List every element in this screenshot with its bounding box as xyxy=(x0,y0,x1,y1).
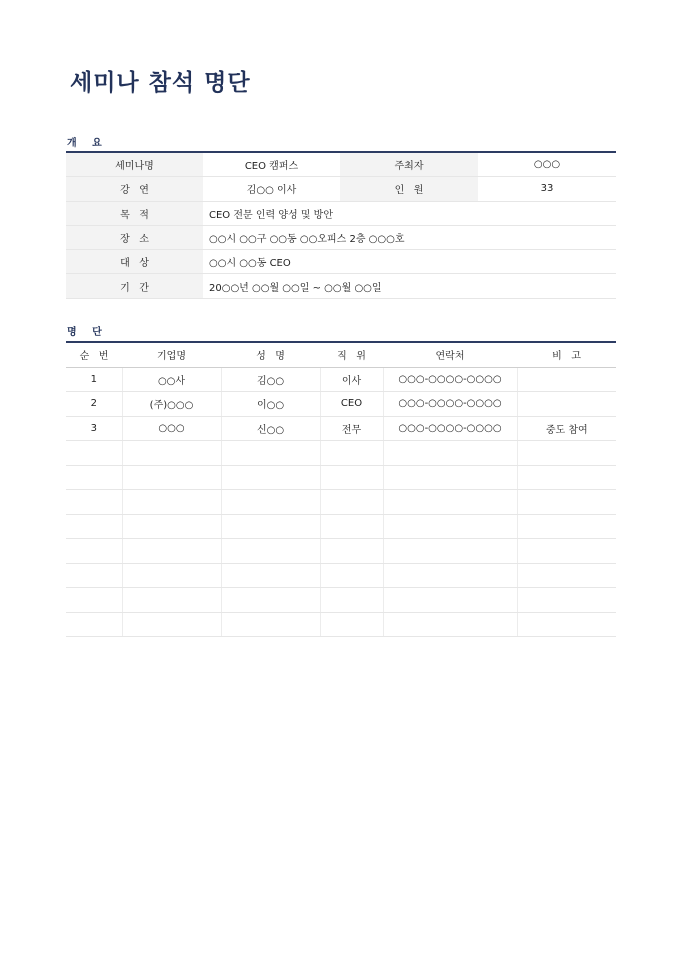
column-header-remarks: 비 고 xyxy=(517,342,616,367)
contact-number xyxy=(383,441,517,466)
remarks xyxy=(517,441,616,466)
table-row xyxy=(66,563,616,588)
contact-number: ○○○-○○○○-○○○○ xyxy=(383,392,517,417)
location-value: ○○시 ○○구 ○○동 ○○오피스 2층 ○○○호 xyxy=(203,225,616,249)
remarks xyxy=(517,490,616,515)
company-name xyxy=(122,539,221,564)
row-number xyxy=(66,588,122,613)
purpose-value: CEO 전문 인력 양성 및 방안 xyxy=(203,201,616,225)
table-row xyxy=(66,465,616,490)
remarks xyxy=(517,392,616,417)
table-row xyxy=(66,612,616,637)
document-title: 세미나 참석 명단 xyxy=(70,70,251,96)
remarks xyxy=(517,514,616,539)
period-value: 20○○년 ○○월 ○○일 ~ ○○월 ○○일 xyxy=(203,274,616,298)
location-label: 장 소 xyxy=(66,225,203,249)
contact-number: ○○○-○○○○-○○○○ xyxy=(383,367,517,392)
row-number xyxy=(66,563,122,588)
person-name xyxy=(221,588,320,613)
lecture-label: 강 연 xyxy=(66,177,203,201)
person-name: 김○○ xyxy=(221,367,320,392)
remarks: 중도 참여 xyxy=(517,416,616,441)
position xyxy=(320,612,383,637)
column-header-company: 기업명 xyxy=(122,342,221,367)
seminar-name-label: 세미나명 xyxy=(66,152,203,177)
row-number xyxy=(66,514,122,539)
row-number xyxy=(66,490,122,515)
person-name xyxy=(221,490,320,515)
contact-number xyxy=(383,539,517,564)
table-row xyxy=(66,514,616,539)
remarks xyxy=(517,588,616,613)
table-row xyxy=(66,588,616,613)
position: 전무 xyxy=(320,416,383,441)
column-header-name: 성 명 xyxy=(221,342,320,367)
remarks xyxy=(517,539,616,564)
row-number: 2 xyxy=(66,392,122,417)
contact-number: ○○○-○○○○-○○○○ xyxy=(383,416,517,441)
company-name: (주)○○○ xyxy=(122,392,221,417)
company-name xyxy=(122,588,221,613)
person-name: 이○○ xyxy=(221,392,320,417)
column-header-contact: 연락처 xyxy=(383,342,517,367)
period-label: 기 간 xyxy=(66,274,203,298)
attendees-label: 인 원 xyxy=(340,177,478,201)
contact-number xyxy=(383,563,517,588)
table-row xyxy=(66,490,616,515)
target-label: 대 상 xyxy=(66,250,203,274)
row-number xyxy=(66,612,122,637)
company-name xyxy=(122,441,221,466)
overview-row xyxy=(66,225,616,249)
company-name xyxy=(122,612,221,637)
seminar-name-value: CEO 캠퍼스 xyxy=(203,152,340,177)
host-value: ○○○ xyxy=(478,152,616,177)
person-name xyxy=(221,563,320,588)
person-name xyxy=(221,612,320,637)
row-number xyxy=(66,441,122,466)
overview-row xyxy=(66,177,616,201)
host-label: 주최자 xyxy=(340,152,478,177)
purpose-label: 목 적 xyxy=(66,201,203,225)
person-name xyxy=(221,539,320,564)
column-header-number: 순 번 xyxy=(66,342,122,367)
contact-number xyxy=(383,588,517,613)
contact-number xyxy=(383,514,517,539)
table-row xyxy=(66,416,616,441)
remarks xyxy=(517,612,616,637)
remarks xyxy=(517,367,616,392)
table-row xyxy=(66,441,616,466)
person-name xyxy=(221,514,320,539)
row-number: 3 xyxy=(66,416,122,441)
roster-section-label: 명 단 xyxy=(67,327,108,338)
table-row xyxy=(66,539,616,564)
column-header-position: 직 위 xyxy=(320,342,383,367)
row-number xyxy=(66,539,122,564)
position xyxy=(320,588,383,613)
position: CEO xyxy=(320,392,383,417)
target-value: ○○시 ○○동 CEO xyxy=(203,250,616,274)
table-row xyxy=(66,392,616,417)
person-name xyxy=(221,441,320,466)
person-name: 신○○ xyxy=(221,416,320,441)
person-name xyxy=(221,465,320,490)
contact-number xyxy=(383,465,517,490)
company-name: ○○사 xyxy=(122,367,221,392)
overview-row xyxy=(66,201,616,225)
lecture-value: 김○○ 이사 xyxy=(203,177,340,201)
position xyxy=(320,539,383,564)
row-number xyxy=(66,465,122,490)
company-name xyxy=(122,514,221,539)
position: 이사 xyxy=(320,367,383,392)
position xyxy=(320,514,383,539)
roster-table xyxy=(66,341,616,637)
company-name xyxy=(122,563,221,588)
table-row xyxy=(66,367,616,392)
contact-number xyxy=(383,612,517,637)
overview-table xyxy=(66,151,616,299)
remarks xyxy=(517,465,616,490)
company-name: ○○○ xyxy=(122,416,221,441)
contact-number xyxy=(383,490,517,515)
position xyxy=(320,465,383,490)
overview-row xyxy=(66,274,616,298)
overview-section-label: 개 요 xyxy=(67,138,108,149)
remarks xyxy=(517,563,616,588)
overview-row xyxy=(66,250,616,274)
position xyxy=(320,441,383,466)
overview-row xyxy=(66,152,616,177)
row-number: 1 xyxy=(66,367,122,392)
roster-header-row xyxy=(66,342,616,367)
position xyxy=(320,490,383,515)
position xyxy=(320,563,383,588)
company-name xyxy=(122,490,221,515)
company-name xyxy=(122,465,221,490)
attendees-value: 33 xyxy=(478,177,616,201)
